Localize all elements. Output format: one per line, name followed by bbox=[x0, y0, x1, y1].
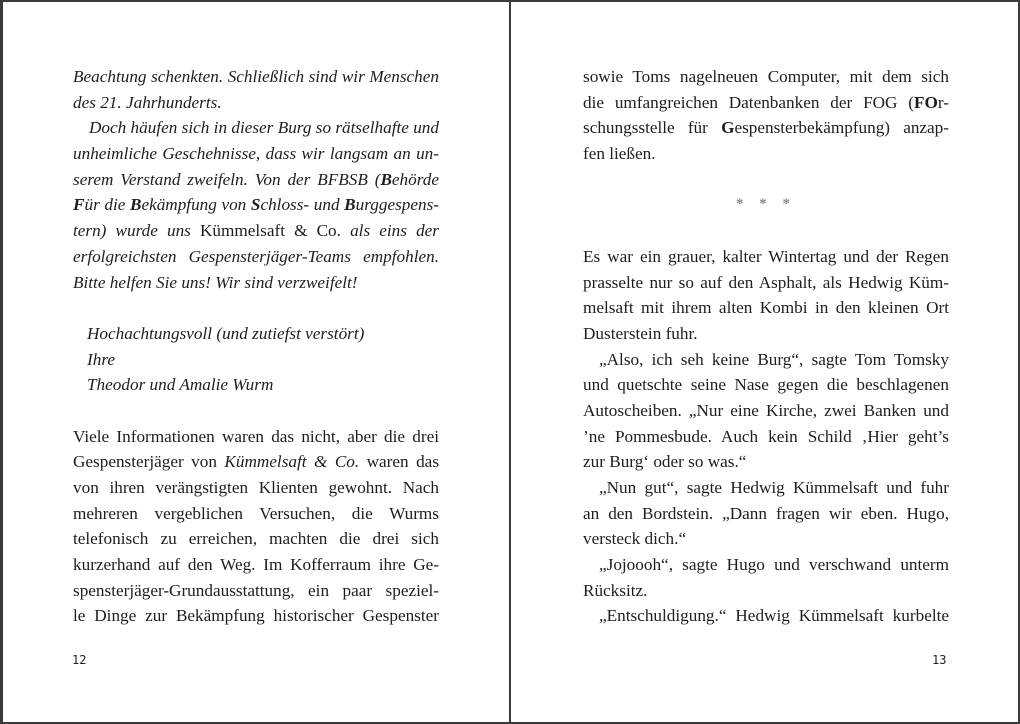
text-line bbox=[583, 115, 949, 141]
text-line: prasselte nur so auf den Asphalt, als Hedwig Küm- bbox=[583, 272, 949, 292]
company-name: Kümmelsaft & Co. bbox=[200, 221, 341, 241]
text-line: melsaft mit ihrem alten Kombi in den kleinen Ort bbox=[583, 298, 949, 318]
spacer bbox=[73, 295, 439, 321]
text-span: ekämpfung von bbox=[141, 195, 251, 215]
spacer bbox=[583, 167, 949, 193]
text-line: Viele Informationen waren das nicht, aber die drei bbox=[73, 426, 439, 446]
text-line: sowie Toms nagelneuen Computer, mit dem sich bbox=[583, 67, 949, 86]
text-line: ’ne Pommesbude. Auch kein Schild ‚Hier geht’s bbox=[583, 426, 949, 446]
page-gutter-divider bbox=[509, 0, 511, 724]
text-line: spensterjäger-Grundausstattung, ein paar speziel- bbox=[73, 580, 439, 600]
text-line: Doch häufen sich in dieser Burg so rätselhafte und bbox=[89, 118, 439, 138]
text-line: mehreren vergeblichen Versuchen, die Wurms bbox=[73, 503, 439, 523]
signature-line: Hochachtungsvoll (und zutiefst verstört) bbox=[87, 323, 365, 343]
text-line: „Also, ich seh keine Burg“, sagte Tom Tomsky bbox=[599, 349, 949, 369]
text-line bbox=[73, 192, 439, 218]
spacer bbox=[583, 218, 949, 244]
acronym-letter: B bbox=[380, 169, 392, 189]
text-line: an den Bordstein. „Dann fragen wir eben. Hugo, bbox=[583, 503, 949, 523]
text-line bbox=[583, 90, 949, 116]
page-number: 12 bbox=[72, 653, 87, 667]
text-line: von ihren verängstigten Klienten gewohnt. Nach bbox=[73, 478, 439, 497]
acronym-letter: G bbox=[721, 118, 735, 138]
text-line: Dusterstein fuhr. bbox=[583, 323, 698, 343]
text-line: „Nun gut“, sagte Hedwig Kümmelsaft und fuhr bbox=[599, 478, 949, 497]
scene-break-asterisks: * * * bbox=[736, 196, 796, 213]
text-line: „Entschuldigung.“ Hedwig Kümmelsaft kurbelte bbox=[599, 606, 949, 626]
text-span: Gespensterjäger von bbox=[73, 452, 225, 472]
left-page bbox=[73, 64, 439, 629]
text-line: le Dinge zur Bekämpfung historischer Gespenster bbox=[73, 606, 439, 626]
acronym-letter: S bbox=[250, 195, 261, 215]
text-line: kurzerhand auf den Weg. Im Kofferraum ihre Ge- bbox=[73, 555, 439, 575]
text-line: des 21. Jahrhunderts. bbox=[73, 92, 222, 112]
text-span: r- bbox=[937, 92, 949, 112]
text-span: chloss- und bbox=[260, 195, 345, 215]
text-line bbox=[73, 218, 439, 244]
text-span: serem Verstand zweifeln. Von der BFBSB ( bbox=[73, 169, 381, 189]
text-line: Rücksitz. bbox=[583, 580, 648, 600]
text-line bbox=[73, 449, 439, 475]
text-span: die umfangreichen Datenbanken der FOG ( bbox=[583, 92, 915, 112]
text-line bbox=[73, 167, 439, 193]
acronym-letter: FO bbox=[914, 92, 938, 112]
text-span: schungsstelle für bbox=[583, 118, 722, 138]
page-number: 13 bbox=[932, 653, 947, 667]
text-span: espensterbekämpfung) anzap- bbox=[734, 118, 949, 138]
text-span: waren das bbox=[359, 452, 440, 472]
text-line: versteck dich.“ bbox=[583, 529, 687, 549]
acronym-letter: F bbox=[73, 195, 85, 215]
company-name: Kümmelsaft & Co. bbox=[224, 452, 360, 472]
text-span: als eins der bbox=[340, 221, 439, 241]
signature-line: Theodor und Amalie Wurm bbox=[87, 375, 274, 395]
text-line: erfolgreichsten Gespensterjäger-Teams empfohlen. bbox=[73, 246, 439, 266]
text-span: tern) wurde uns bbox=[73, 221, 200, 241]
text-line: unheimliche Geschehnisse, dass wir langsam an un- bbox=[73, 144, 439, 164]
acronym-letter: B bbox=[129, 195, 142, 215]
text-span: urggespens- bbox=[355, 195, 439, 215]
spacer bbox=[73, 398, 439, 424]
text-line: Beachtung schenkten. Schließlich sind wir Menschen bbox=[73, 67, 439, 86]
text-line: Autoscheiben. „Nur eine Kirche, zwei Banken und bbox=[583, 400, 949, 420]
text-line: telefonisch zu erreichen, machten die drei sich bbox=[73, 529, 439, 549]
text-line: „Jojoooh“, sagte Hugo und verschwand unterm bbox=[599, 555, 949, 575]
acronym-letter: B bbox=[344, 195, 356, 215]
text-line: Bitte helfen Sie uns! Wir sind verzweifelt! bbox=[73, 272, 358, 292]
text-line: und quetschte seine Nase gegen die beschlagenen bbox=[583, 375, 949, 395]
text-span: ür die bbox=[84, 195, 130, 215]
text-line: fen ließen. bbox=[583, 144, 656, 164]
text-span: ehörde bbox=[391, 169, 439, 189]
signature-line: Ihre bbox=[87, 349, 115, 369]
text-line: zur Burg‘ oder so was.“ bbox=[583, 452, 747, 472]
right-page bbox=[583, 64, 949, 629]
text-line: Es war ein grauer, kalter Wintertag und der Regen bbox=[583, 246, 949, 266]
